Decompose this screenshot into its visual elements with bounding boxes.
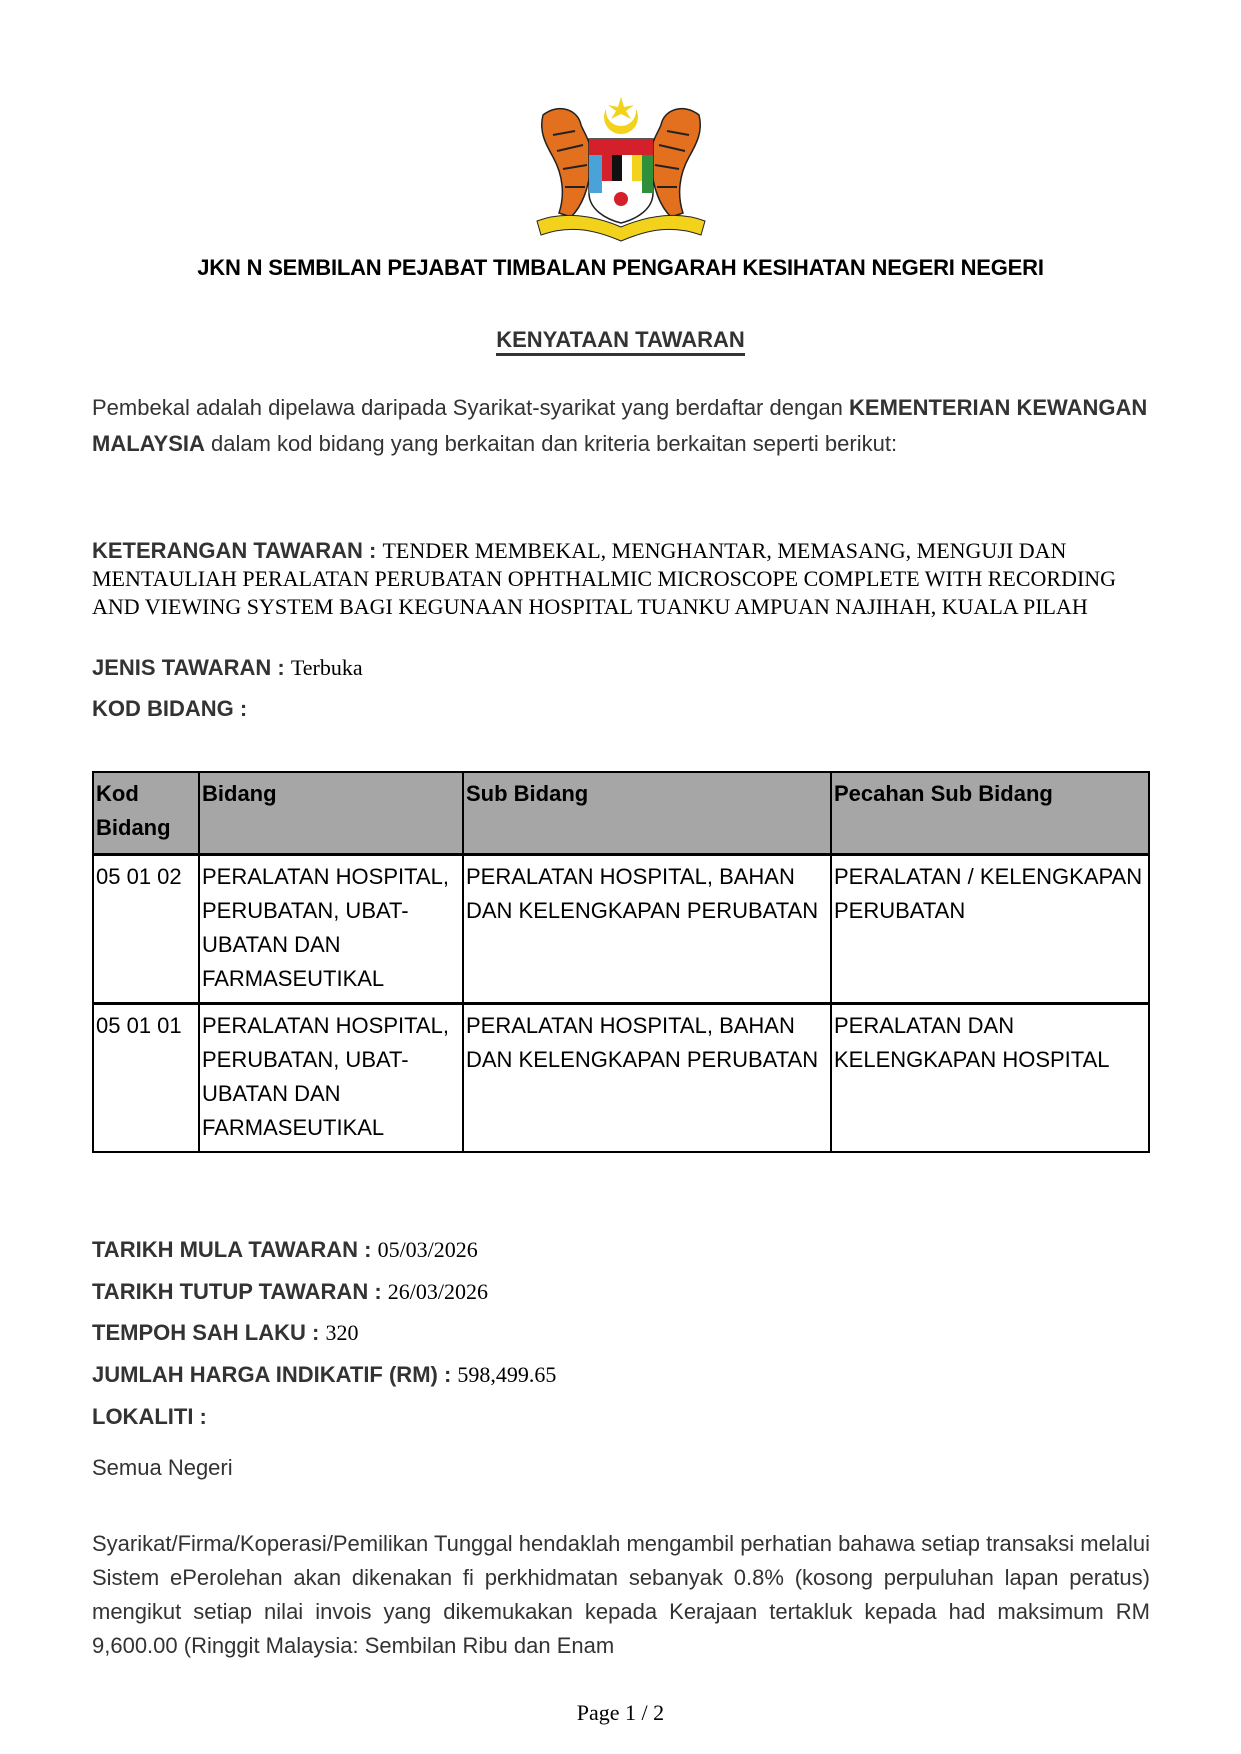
cell-bidang: PERALATAN HOSPITAL, PERUBATAN, UBAT-UBATAN DAN FARMASEUTIKAL [199,1004,463,1153]
table-row [93,1004,1149,1153]
intro-text-before: Pembekal adalah dipelawa daripada Syarikat-syarikat yang berdaftar dengan [92,395,850,420]
cell-pecahan: PERALATAN / KELENGKAPAN PERUBATAN [831,855,1149,1004]
crest-icon [523,95,719,245]
service-fee-notice: Syarikat/Firma/Koperasi/Pemilikan Tunggal hendaklah mengambil perhatian bahawa setiap transaksi melalui Sistem ePerolehan akan dikenakan fi perkhidmatan sebanyak 0.8% (kosong perpuluhan lapan peratus) mengikut setiap nilai invois yang dikemukakan kepada Kerajaan tertakluk kepada had maksimum RM 9,600.00 (Ringgit Malaysia: Sembilan Ribu dan Enam [92,1531,1150,1658]
start-date-value: 05/03/2026 [377,1237,478,1262]
indicative-price [92,1362,556,1388]
offer-type [92,655,363,681]
intro-paragraph [92,390,1152,462]
field-code-heading [92,696,247,722]
close-date [92,1279,488,1305]
close-date-value: 26/03/2026 [387,1279,489,1304]
coat-of-arms-crest [523,95,719,245]
offer-type-label: JENIS TAWARAN : [92,655,285,680]
header-kod-bidang: Kod Bidang [93,772,199,855]
locality-label: LOKALITI : [92,1404,207,1429]
offer-description [92,537,1152,621]
header-sub-bidang: Sub Bidang [463,772,831,855]
table-header-row [93,772,1149,855]
intro-text-after: dalam kod bidang yang berkaitan dan kriteria berkaitan seperti berikut: [204,431,898,456]
field-code-table [92,771,1150,1153]
cell-kod: 05 01 02 [93,855,199,1004]
header-pecahan-sub-bidang: Pecahan Sub Bidang [831,772,1149,855]
cell-bidang: PERALATAN HOSPITAL, PERUBATAN, UBAT-UBATAN DAN FARMASEUTIKAL [199,855,463,1004]
cell-sub-bidang: PERALATAN HOSPITAL, BAHAN DAN KELENGKAPAN PERUBATAN [463,1004,831,1153]
offer-type-value: Terbuka [290,655,363,680]
cell-pecahan: PERALATAN DAN KELENGKAPAN HOSPITAL [831,1004,1149,1153]
offer-description-value: TENDER MEMBEKAL, MENGHANTAR, MEMASANG, MENGUJI DAN MENTAULIAH PERALATAN PERUBATAN OPHTHALMIC MICROSCOPE COMPLETE WITH RECORDING AND VIEWING SYSTEM BAGI KEGUNAAN HOSPITAL TUANKU AMPUAN NAJIHAH, KUALA PILAH [92,538,1117,619]
start-date-label: TARIKH MULA TAWARAN : [92,1237,372,1262]
validity-period [92,1320,358,1346]
indicative-price-value: 598,499.65 [457,1362,557,1387]
document-title [0,327,1241,353]
indicative-price-label: JUMLAH HARGA INDIKATIF (RM) : [92,1362,452,1387]
page-indicator: Page 1 / 2 [576,1700,665,1725]
locality-value: Semua Negeri [92,1455,233,1480]
validity-label: TEMPOH SAH LAKU : [92,1320,320,1345]
field-code-label: KOD BIDANG : [92,696,248,721]
locality [92,1404,207,1430]
organization-title: JKN N SEMBILAN PEJABAT TIMBALAN PENGARAH KESIHATAN NEGERI NEGERI [197,255,1044,280]
start-date [92,1237,478,1263]
close-date-label: TARIKH TUTUP TAWARAN : [92,1279,382,1304]
header-bidang: Bidang [199,772,463,855]
document-title-text: KENYATAAN TAWARAN [496,327,745,356]
cell-kod: 05 01 01 [93,1004,199,1153]
table-row [93,855,1149,1004]
cell-sub-bidang: PERALATAN HOSPITAL, BAHAN DAN KELENGKAPAN PERUBATAN [463,855,831,1004]
validity-value: 320 [325,1320,359,1345]
intro-bold-ministry: KEMENTERIAN KEWANGAN MALAYSIA [92,395,1148,456]
offer-description-label: KETERANGAN TAWARAN : [92,538,377,563]
